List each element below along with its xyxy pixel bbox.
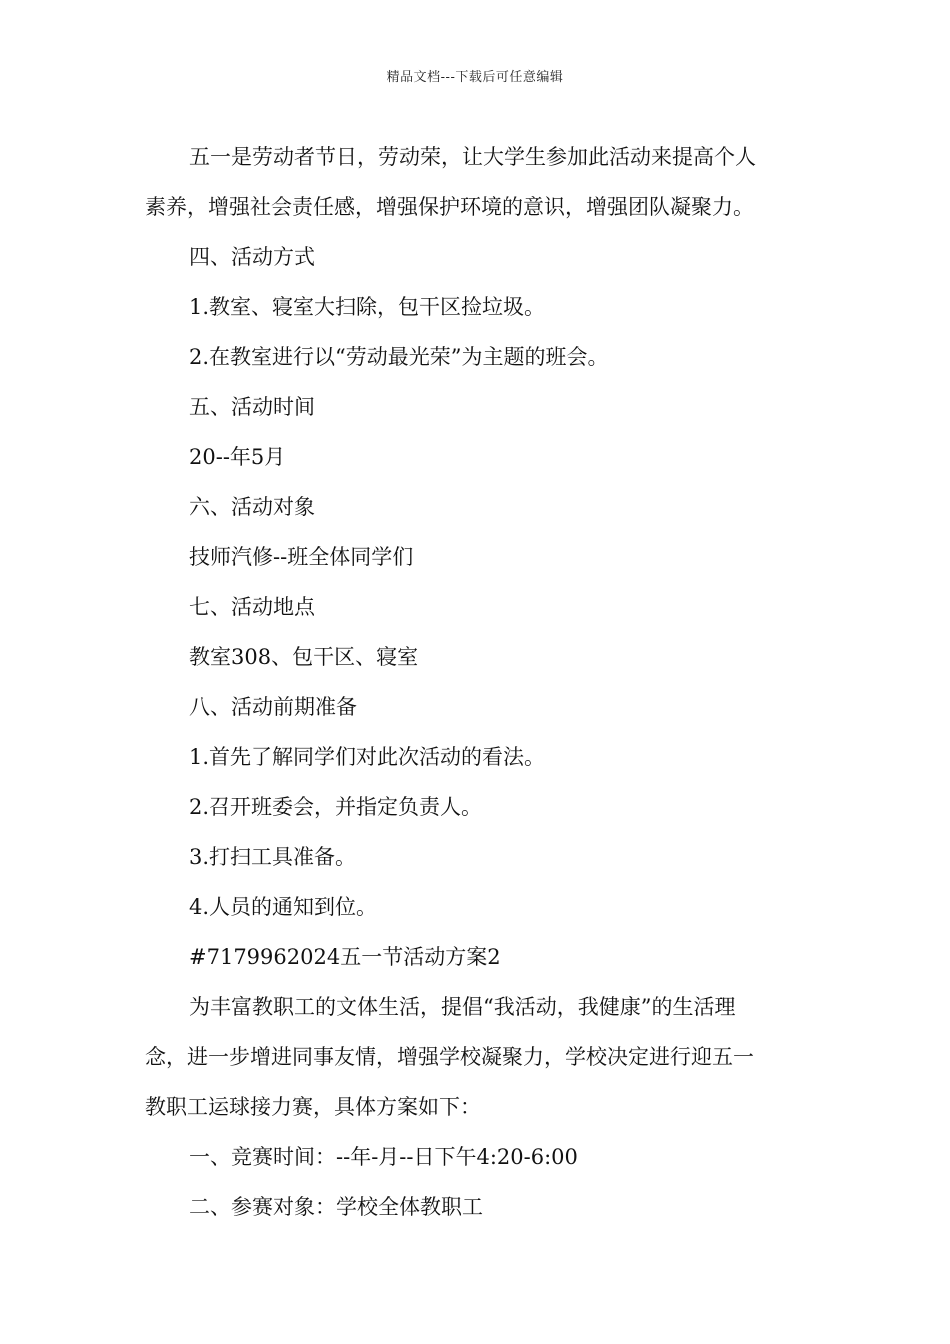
text-line: 四、活动方式 — [189, 245, 315, 269]
text-line: 1.首先了解同学们对此次活动的看法。 — [189, 745, 546, 769]
text-line: 为丰富教职工的文体生活，提倡“我活动，我健康”的生活理 — [189, 995, 736, 1019]
text-line: 五一是劳动者节日，劳动荣，让大学生参加此活动来提高个人 — [189, 145, 756, 169]
text-line: 1.教室、寝室大扫除，包干区捡垃圾。 — [189, 295, 546, 319]
text-line: 六、活动对象 — [189, 495, 315, 519]
text-line: 念，进一步增进同事友情，增强学校凝聚力，学校决定进行迎五一 — [145, 1045, 754, 1069]
text-line: 2.召开班委会，并指定负责人。 — [189, 795, 483, 819]
text-line: 技师汽修--班全体同学们 — [189, 545, 414, 569]
document-body — [145, 132, 810, 1232]
text-line: 2.在教室进行以“劳动最光荣”为主题的班会。 — [189, 345, 609, 369]
text-line: 五、活动时间 — [189, 395, 315, 419]
text-line: 4.人员的通知到位。 — [189, 895, 378, 919]
text-line: 教室308、包干区、寝室 — [189, 645, 419, 669]
text-line: 一、竞赛时间：--年-月--日下午4:20-6:00 — [189, 1145, 578, 1169]
text-line: 八、活动前期准备 — [189, 695, 357, 719]
text-line: 素养，增强社会责任感，增强保护环境的意识，增强团队凝聚力。 — [145, 195, 754, 219]
text-line: 3.打扫工具准备。 — [189, 845, 357, 869]
text-line: #7179962024五一节活动方案2 — [189, 945, 501, 969]
text-line: 二、参赛对象：学校全体教职工 — [189, 1195, 483, 1219]
text-line: 20--年5月 — [189, 445, 286, 469]
page-header: 精品文档---下载后可任意编辑 — [386, 70, 564, 85]
text-line: 七、活动地点 — [189, 595, 315, 619]
text-line: 教职工运球接力赛，具体方案如下： — [145, 1095, 481, 1119]
